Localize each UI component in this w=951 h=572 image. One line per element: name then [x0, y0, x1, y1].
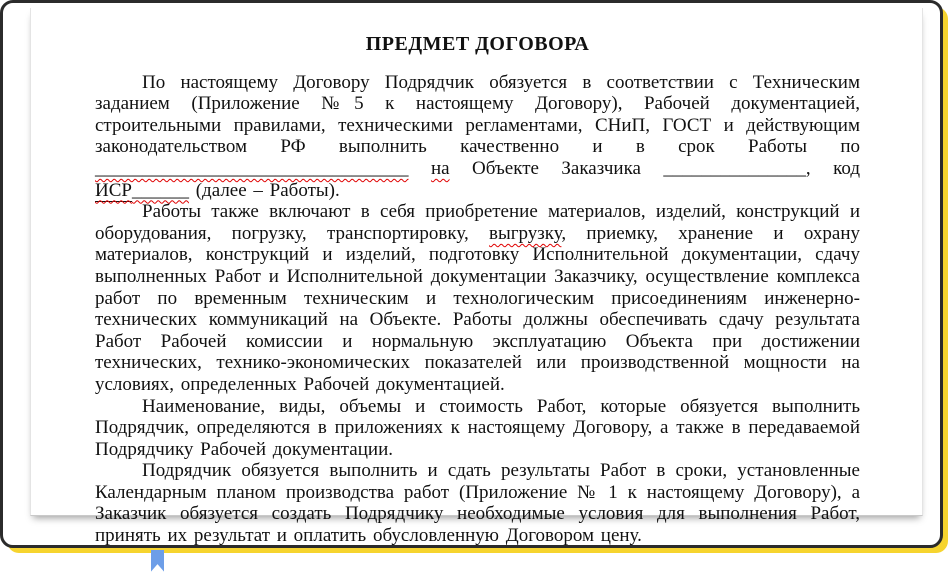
text-segment: По настоящему Договору Подрядчик обязуется в соответствии с Техническим заданием (Приложение №5 к настоящему Договору), Рабочей документацией, строительными правилами, техническими регламентами, СНиП, ГОСТ и действующим законодательством РФ выполнить качественно и в срок Работы по	[95, 71, 860, 158]
bookmark-icon	[151, 550, 164, 572]
text-segment: на	[430, 157, 450, 179]
text-segment: выгрузку	[489, 222, 562, 244]
paragraph	[95, 460, 860, 546]
paragraph	[95, 201, 860, 395]
document-title: ПРЕДМЕТ ДОГОВОРА	[365, 33, 590, 55]
text-segment: Наименование, виды, объемы и стоимость Работ, которые обязуется выполнить Подрядчик, определяются в приложениях к настоящему Договору, а также в передаваемой Подрядчику Рабочей документации.	[95, 395, 860, 460]
document-content	[31, 8, 922, 572]
text-segment: ИСР	[95, 179, 132, 201]
paragraph	[95, 72, 860, 202]
text-segment: Работы также включают в себя приобретение материалов, изделий, конструкций и оборудования, погрузку, транспортировку,	[95, 201, 860, 244]
document-page	[30, 8, 923, 547]
text-segment: Подрядчик обязуется выполнить и сдать результаты Работ в сроки, установленные Календарным планом производства работ (Приложение № 1 к настоящему Договору), а Заказчик обязуется создать Подрядчику необходимые условия для выполнения Работ, принять их результат и оплатить обусловленную Договором цену.	[95, 460, 860, 547]
text-segment: _______________	[663, 157, 806, 179]
document-body	[95, 72, 860, 547]
text-segment: , приемку, хранение и охрану материалов, конструкций и изделий, подготовку Исполнительной документации, сдачу выполненных Работ и Исполнительной документации Заказчику, осуществление комплекса работ по временным техническим и технологическим присоединениям инженерно-технических коммуникаций на Объекте. Работы должны обеспечивать сдачу результата Работ Рабочей комиссии и нормальную эксплуатацию Объекта при достижении технических, технико-экономических показателей или производственной мощности на условиях, определенных Рабочей документацией.	[95, 222, 860, 395]
text-segment: Объекте Заказчика	[449, 157, 664, 179]
text-segment: , код	[805, 157, 861, 179]
text-segment: (далее – Работы).	[188, 179, 340, 201]
text-segment: ______	[131, 179, 189, 201]
text-segment: _________________________________	[95, 157, 409, 179]
text-segment	[409, 158, 431, 179]
paragraph	[95, 396, 860, 461]
